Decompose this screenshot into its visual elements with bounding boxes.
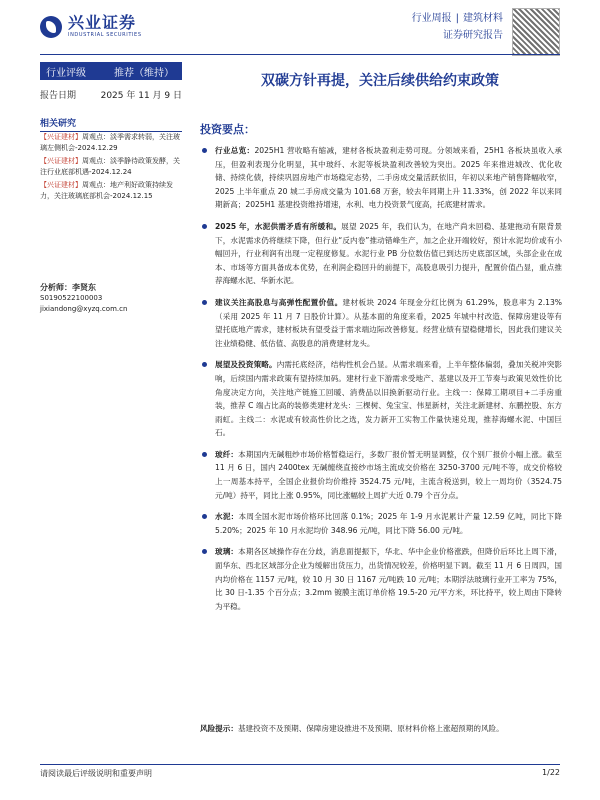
analyst-id: S0190522100003 (40, 294, 103, 302)
disclaimer-note: 请阅读最后评级说明和重要声明 (40, 769, 152, 778)
qr-code-icon (512, 8, 560, 56)
report-meta: 行业周报 | 建筑材料 证券研究报告 (412, 10, 503, 44)
point-paragraph: 玻璃：本期各区域操作存在分歧，消息面提振下，华北、华中企业价格涨跌，但降价后环比上周下滑，面华东、西北区域部分企业为缓解出货压力，出货情况较差，价格明显下调。截至 11 月 6 日周四，国内均价格在 1157 元/吨，较 10 月 30 日 1167 元/吨跌 10 元/吨；本期浮法玻璃行业开工率为 75%，比 30 日-1.35 个百分点；3.2mm 镀膜主流订单价格 19.5-20 元/平方米，环比持平，较上周由下降转为平稳。 (200, 545, 562, 613)
related-item[interactable]: 【兴证建材】周观点：地产利好政策持续发力，关注玻璃底部机会-2024.12.15 (40, 181, 173, 200)
report-title: 双碳方针再提，关注后续供给约束政策 (261, 73, 499, 89)
related-research-list (40, 132, 182, 204)
analyst-email[interactable]: jixiandong@xyzq.com.cn (40, 305, 128, 313)
point-paragraph: 2025 年，水泥供需矛盾有所缓和。展望 2025 年，我们认为，在地产尚未回稳、基建拖动有限背景下，水泥需求仍将继续下降，但行业“反内卷”推动错峰生产，加之企业开端较好，预计水泥均价或有小幅回升，行业利润有出现一定程度修复。水泥行业 PB 分位数估值已到达历史底部区域，头部企业在成本、市场等方面具备成本优势，在利润企稳回升的前提下，高股息吸引力提升，配置价值凸显，重点推荐海螺水泥、华新水泥。 (200, 220, 562, 288)
industry-rating-bar (40, 62, 182, 80)
related-item[interactable]: 【兴证建材】周观点：淡季静待政策发酵，关注行业底部机遇-2024.12.24 (40, 157, 180, 176)
report-type: 行业周报 (411, 13, 452, 24)
report-date (40, 88, 182, 101)
report-category: 证券研究报告 (443, 30, 503, 41)
bullet-icon (202, 514, 207, 519)
report-date-label: 报告日期 (40, 91, 77, 101)
risk-text: 基建投资不及预期、保障房建设推进不及预期、原材料价格上涨超预期的风险。 (237, 724, 504, 733)
rating-label: 行业评级 (46, 67, 86, 79)
header-divider (40, 54, 560, 55)
related-research-title: 相关研究 (40, 116, 182, 132)
logo-mark-icon (40, 16, 62, 38)
company-logo (40, 14, 142, 39)
industry-name: 建筑材料 (463, 13, 503, 24)
analyst-info (40, 282, 182, 315)
point-paragraph: 展望及投资策略。内需托底经济，结构性机会凸显。从需求端来看，上半年整体偏弱，叠加关税冲突影响，后续国内需求政策有望持续加码。建材行业下游需求受地产、基建以及开工节奏与政策见效性价比角度决定方向，关注地产链施工回暖、消费品以旧换新驱动行业。主线一：保障工期项目+二手房重装，推荐 C 端占比高的装修类建材龙头：三棵树、兔宝宝、伟星新材，关注北新建材、东鹏控股、东方雨虹。主线二：水泥或有较高性价比之选，发力新开工实物工作量快速兑现，推荐海螺水泥、中国巨石。 (200, 358, 562, 440)
bullet-icon (202, 224, 207, 229)
risk-warning (200, 722, 562, 735)
bullet-icon (202, 362, 207, 367)
point-paragraph: 玻纤：本期国内无碱粗纱市场价格暂稳运行，多数厂报价暂无明显调整，仅个别厂报价小幅上涨。截至 11 月 6 日，国内 2400tex 无碱缠绕直接纱市场主流成交价格在 3250-3700 元/吨不等，成交价格较上一周基本持平，全国企业报价均价维持 3524.75 元/吨，主流含税送到，较上一周均价（3524.75 元/吨）持平，同比上涨 0.95%，同比涨幅较上周扩大近 0.79 个百分点。 (200, 448, 562, 502)
investment-points-title: 投资要点： (200, 123, 255, 136)
investment-points (200, 144, 562, 621)
page-number: 1/22 (542, 768, 560, 777)
bullet-icon (202, 300, 207, 305)
bullet-icon (202, 452, 207, 457)
point-paragraph: 行业总览：2025H1 营收略有缩减，建材各板块盈利走势可现。分领域来看，25H1 各板块虽收入承压，但盈利表现分化明显，其中玻纤、水泥等板块盈利改善较为突出。2025 年来推进城改、优化收储、持续化债，持续巩固房地产市场稳定态势，二手房成交量活跃依旧，年初以来地产销售降幅收窄，2025 上半年重点 20 城二手房成交量为 101.68 万套，较去年同期上升 11.33%，创 2022 年以来同期新高；2025H1 基建投资维持增速，水利、电力投资景气度高，托底建材需求。 (200, 144, 562, 212)
rating-value: 推荐（维持） (114, 67, 174, 79)
footer-divider (40, 764, 560, 765)
logo-name-cn: 兴业证券 (68, 13, 137, 32)
logo-name-en: INDUSTRIAL SECURITIES (68, 32, 142, 38)
bullet-icon (202, 148, 207, 153)
analyst-label: 分析师： (40, 283, 72, 292)
point-paragraph: 水泥：本周全国水泥市场价格环比回落 0.1%；2025 年 1-9 月水泥累计产量 12.59 亿吨，同比下降 5.20%；2025 年 10 月水泥均价 348.96 元/吨，同比下降 56.00 元/吨。 (200, 510, 562, 537)
analyst-name: 李贤东 (72, 283, 96, 292)
bullet-icon (202, 549, 207, 554)
report-date-value: 2025 年 11 月 9 日 (100, 91, 182, 101)
point-paragraph: 建议关注高股息与高弹性配置价值。建材板块 2024 年现金分红比例为 61.29%，股息率为 2.13%（采用 2025 年 11 月 7 日股价计算）。从基本面的角度来看，2025 年城中村改造、保障房建设等有望托底地产需求，建材板块有望受益于需求端边际改善修复。经营业绩有望稳健增长，因此我们建议关注业绩稳健、低估值、高股息的消费建材龙头。 (200, 296, 562, 350)
related-item[interactable]: 【兴证建材】周观点：淡季需求转弱，关注玻璃左侧机会-2024.12.29 (40, 133, 180, 152)
risk-label: 风险提示： (200, 724, 238, 733)
